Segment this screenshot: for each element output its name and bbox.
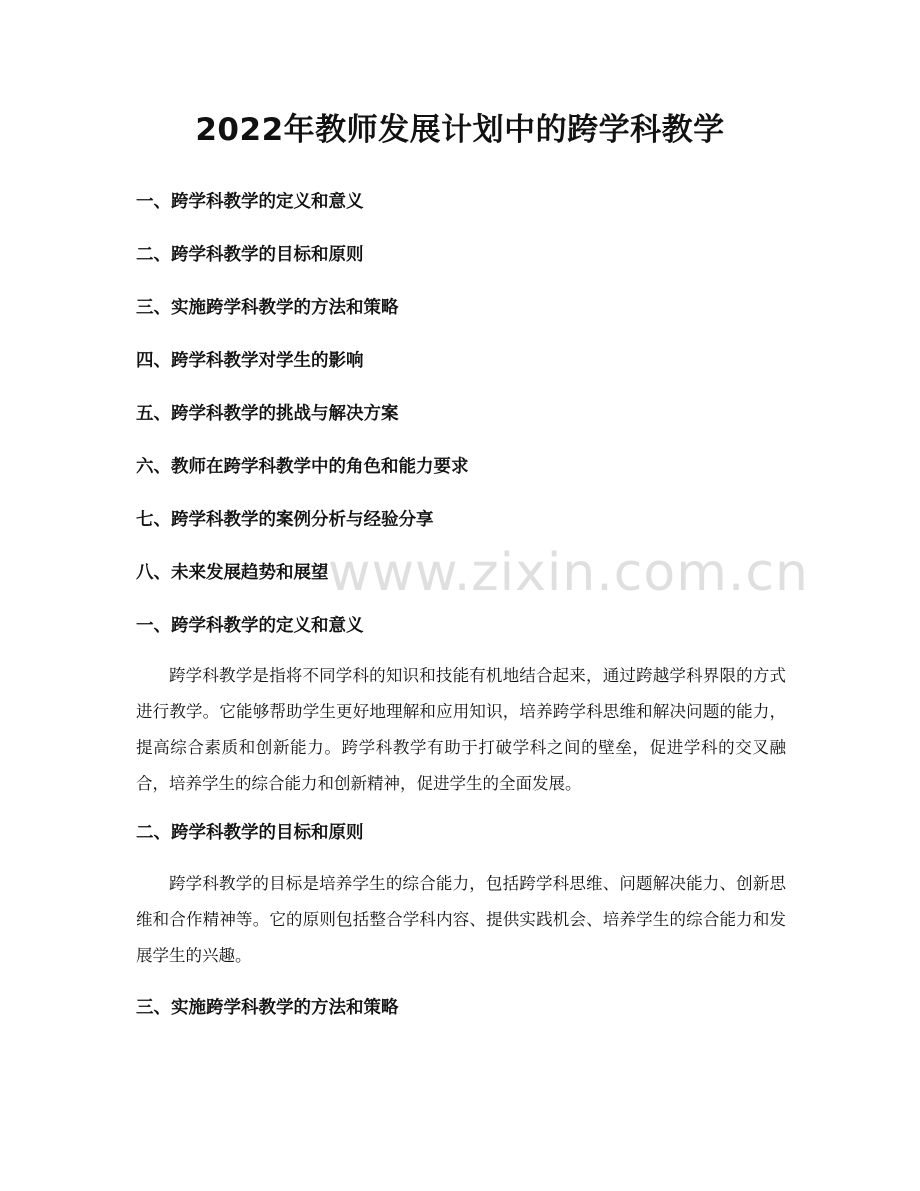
toc-item: 一、跨学科教学的定义和意义 bbox=[136, 192, 364, 212]
toc-item: 八、未来发展趋势和展望 bbox=[136, 563, 329, 583]
toc-item: 六、教师在跨学科教学中的角色和能力要求 bbox=[136, 457, 469, 477]
toc-item: 四、跨学科教学对学生的影响 bbox=[136, 351, 364, 371]
section-paragraph: 跨学科教学的目标是培养学生的综合能力，包括跨学科思维、问题解决能力、创新思维和合作精神等。它的原则包括整合学科内容、提供实践机会、培养学生的综合能力和发展学生的兴趣。 bbox=[136, 874, 786, 965]
section-paragraph: 跨学科教学是指将不同学科的知识和技能有机地结合起来，通过跨越学科界限的方式进行教学。它能够帮助学生更好地理解和应用知识，培养跨学科思维和解决问题的能力，提高综合素质和创新能力。跨学科教学有助于打破学科之间的壁垒，促进学科的交叉融合，培养学生的综合能力和创新精神，促进学生的全面发展。 bbox=[136, 666, 786, 793]
section-heading: 二、跨学科教学的目标和原则 bbox=[136, 823, 364, 843]
toc-item: 三、实施跨学科教学的方法和策略 bbox=[136, 298, 399, 318]
section-heading: 三、实施跨学科教学的方法和策略 bbox=[136, 998, 399, 1018]
document-title: 2022年教师发展计划中的跨学科教学 bbox=[195, 112, 725, 148]
toc-item: 七、跨学科教学的案例分析与经验分享 bbox=[136, 510, 434, 530]
section-heading: 一、跨学科教学的定义和意义 bbox=[136, 616, 364, 636]
watermark: www.zixin.com.cn bbox=[328, 543, 809, 603]
toc-item: 二、跨学科教学的目标和原则 bbox=[136, 245, 364, 265]
toc-item: 五、跨学科教学的挑战与解决方案 bbox=[136, 404, 399, 424]
